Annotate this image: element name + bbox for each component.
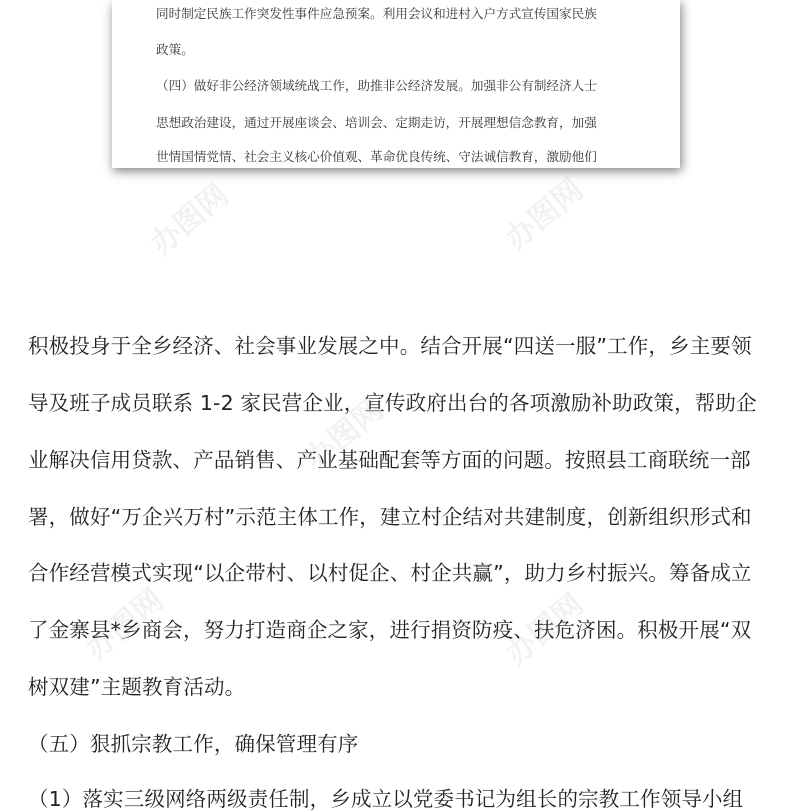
body-text-line: （1）落实三级网络两级责任制，乡成立以党委书记为组长的宗教工作领导小组	[28, 787, 744, 811]
body-text-line: 署，做好“万企兴万村”示范主体工作，建立村企结对共建制度，创新组织形式和	[28, 505, 752, 529]
watermark: 办图网	[143, 177, 236, 262]
card-text-line: 思想政治建设，通过开展座谈会、培训会、定期走访，开展理想信念教育，加强	[156, 115, 597, 130]
body-text-line: 业解决信用贷款、产品销售、产业基础配套等方面的问题。按照县工商联统一部	[28, 448, 751, 472]
document-preview-card	[112, 0, 680, 168]
card-text-line: 政策。	[156, 42, 194, 57]
body-text-line: 导及班子成员联系 1-2 家民营企业，宣传政府出台的各项激励补助政策，帮助企	[28, 391, 757, 415]
watermark: 办图网	[498, 172, 591, 257]
card-text-line: 同时制定民族工作突发性事件应急预案。利用会议和进村入户方式宣传国家民族	[156, 6, 597, 21]
watermark: 办图网	[78, 582, 171, 667]
card-text-line: （四）做好非公经济领域统战工作，助推非公经济发展。加强非公有制经济人士	[156, 78, 597, 93]
body-text-line: 积极投身于全乡经济、社会事业发展之中。结合开展“四送一服”工作，乡主要领	[28, 334, 752, 358]
watermark: 办图网	[298, 392, 391, 477]
body-text-line: 了金寨县*乡商会，努力打造商企之家，进行捐资防疫、扶危济困。积极开展“双	[28, 618, 752, 642]
watermark: 办图网	[498, 587, 591, 672]
body-text-line: 树双建”主题教育活动。	[28, 675, 246, 699]
section-heading: （五）狠抓宗教工作，确保管理有序	[28, 732, 359, 756]
body-text-line: 合作经营模式实现“以企带村、以村促企、村企共赢”，助力乡村振兴。筹备成立	[28, 561, 752, 585]
card-text-line: 世情国情党情、社会主义核心价值观、革命优良传统、守法诚信教育，激励他们	[156, 149, 597, 164]
